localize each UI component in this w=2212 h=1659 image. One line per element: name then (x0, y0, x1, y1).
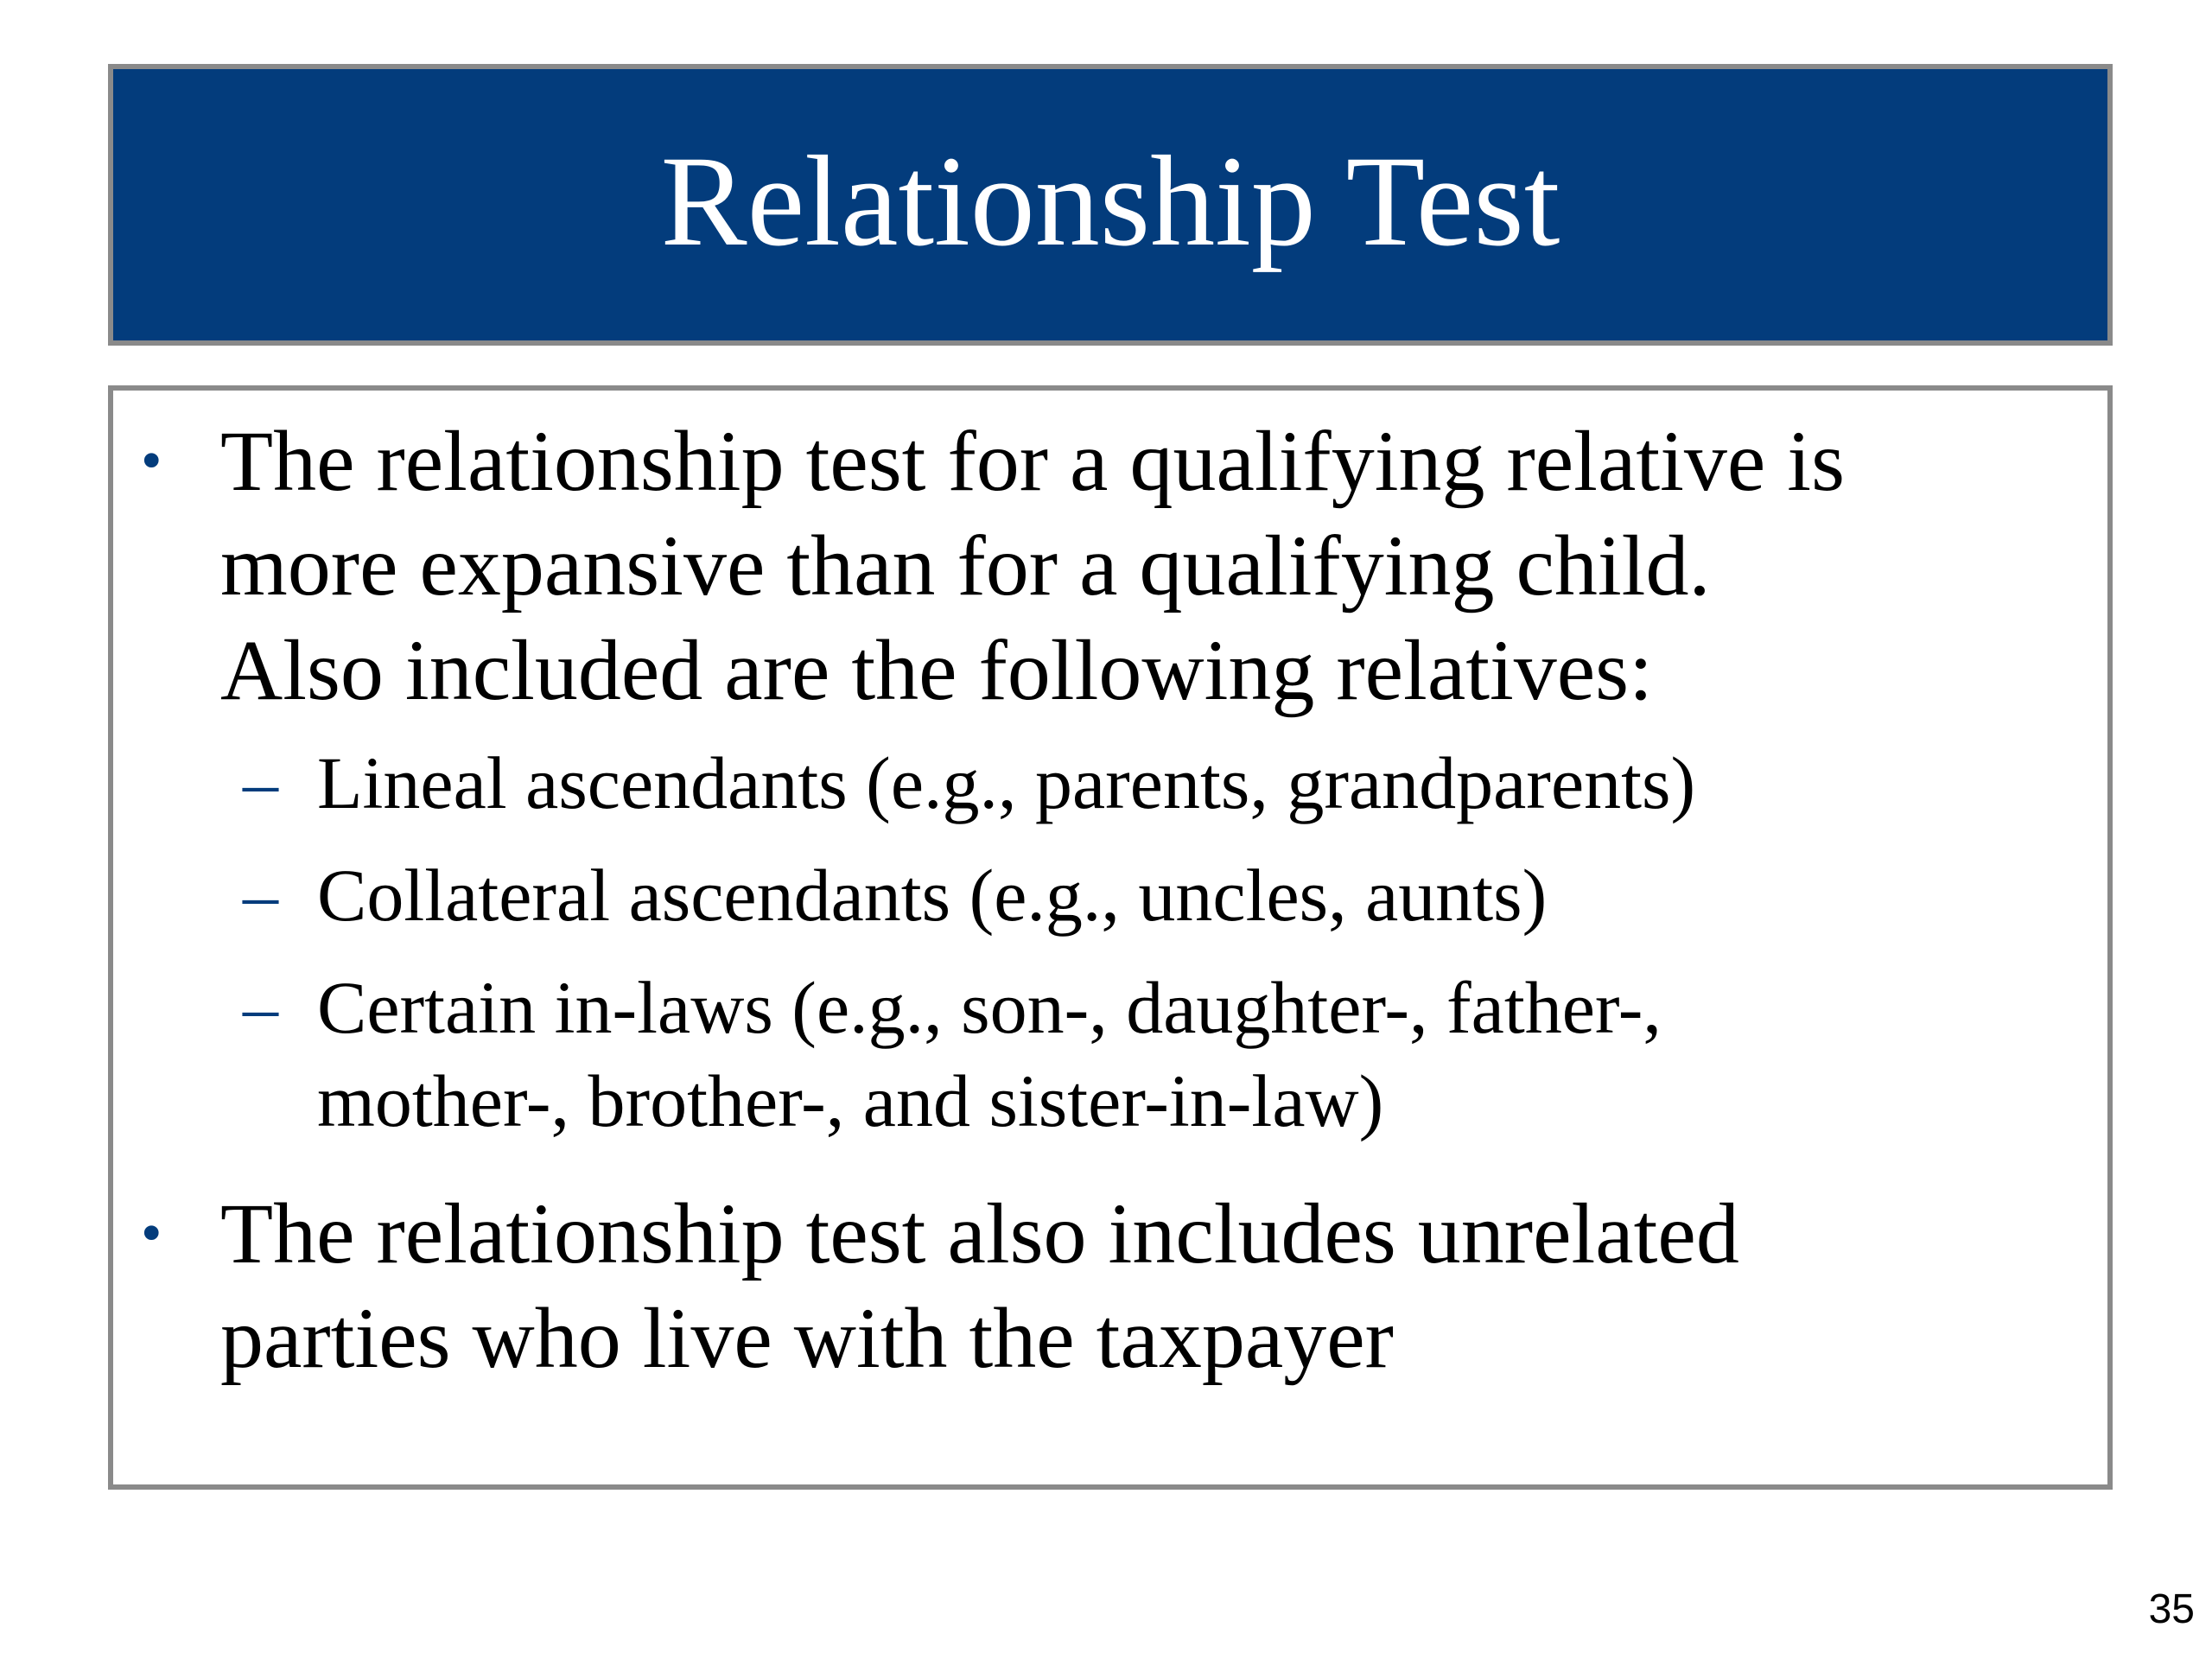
bullet-item-1 (220, 409, 1845, 722)
slide-content-box (108, 385, 2113, 1490)
sub-bullet-marker: – (243, 968, 278, 1046)
bullet-1-line-1: The relationship test for a qualifying relative is (220, 413, 1845, 509)
sub-bullet-1-line-1: Lineal ascendants (e.g., parents, grandparents) (317, 741, 1696, 824)
sub-bullet-marker: – (243, 743, 278, 822)
sub-bullet-2-line-1: Collateral ascendants (e.g., uncles, aunts) (317, 854, 1548, 937)
sub-bullet-3-line-2: mother-, brother-, and sister-in-law) (317, 1059, 1384, 1142)
sub-bullet-marker: – (243, 855, 278, 934)
bullet-1-line-3: Also included are the following relatives: (220, 622, 1653, 718)
bullet-marker: • (141, 1200, 162, 1267)
page-number: 35 (2148, 1586, 2195, 1632)
bullet-1-line-2: more expansive than for a qualifying child. (220, 518, 1711, 613)
sub-bullet-item-1 (317, 736, 1695, 830)
sub-bullet-3-line-1: Certain in-laws (e.g., son-, daughter-, father-, (317, 966, 1662, 1049)
bullet-marker: • (141, 428, 162, 494)
slide-title: Relationship Test (660, 130, 1560, 273)
bullet-item-2 (220, 1181, 1739, 1390)
bullet-2-line-1: The relationship test also includes unrelated (220, 1185, 1739, 1281)
bullet-2-line-2: parties who live with the taxpayer (220, 1290, 1394, 1386)
sub-bullet-item-3 (317, 961, 1662, 1147)
sub-bullet-item-2 (317, 849, 1547, 942)
slide-title-bar (108, 64, 2113, 346)
